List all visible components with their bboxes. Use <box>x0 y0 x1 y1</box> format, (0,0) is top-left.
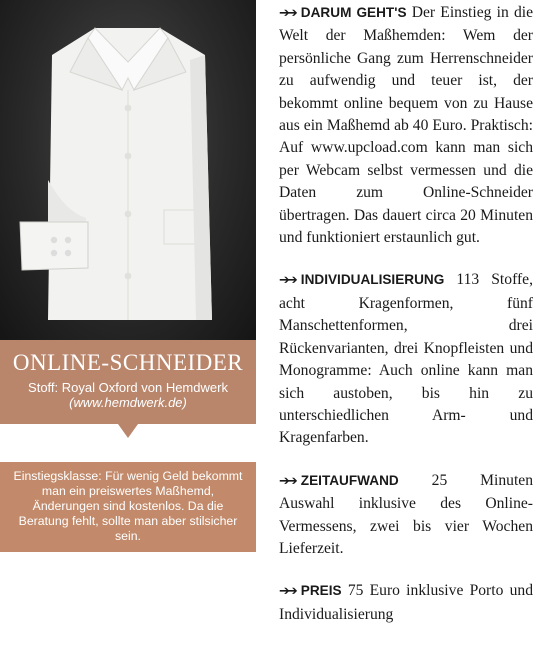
double-arrow-icon: ➔➔ <box>279 584 295 600</box>
section-keyword: DARUM GEHT'S <box>300 5 407 20</box>
callout-pointer <box>118 424 138 438</box>
product-title-box <box>0 340 256 424</box>
section-keyword: INDIVIDUALISIERUNG <box>300 272 445 288</box>
double-arrow-icon: ➔➔ <box>279 6 295 21</box>
article-text <box>279 2 533 646</box>
double-arrow-icon: ➔➔ <box>279 273 295 289</box>
product-title: ONLINE-SCHNEIDER <box>12 350 244 375</box>
section-individualisierung <box>279 269 533 449</box>
section-preis <box>279 580 533 626</box>
section-body: 25 Minuten Auswahl inklusive des Online-Vermessens, zwei bis vier Wochen Lieferzeit. <box>279 471 533 557</box>
section-body: Der Einstieg in die Welt der Maßhemden: Wem der persönliche Gang zum Herrenschneider zu aufwendig und teuer ist, der bekommt online bequem von zu Hause aus ein Maßhemd ab 40 Euro. Praktisch: Auf www.upcload.com kann man sich per Webcam selbst vermessen und die Daten zum Online-Schneider übertragen. Das dauert circa 20 Minuten und funktioniert erstaunlich gut. <box>279 4 533 247</box>
section-body: 113 Stoffe, acht Kragenformen, fünf Manschettenformen, drei Rückenvarianten, drei Knopfleisten und Monogramme: Auch online kann man sich austoben, bis hin zu unterschiedlichen Arm- und Kragenfarben. <box>279 271 533 447</box>
shirt-photo <box>0 0 256 340</box>
section-body: 75 Euro inklusive Porto und Individualisierung <box>279 582 533 623</box>
summary-note: Einstiegsklasse: Für wenig Geld bekommt man ein preiswertes Maßhemd, Änderungen sind kostenlos. Da die Beratung fehlt, sollte man aber stilsicher sein. <box>0 462 256 552</box>
double-arrow-icon: ➔➔ <box>279 473 295 489</box>
shirt-icon <box>0 0 256 340</box>
product-fabric: Stoff: Royal Oxford von Hemdwerk <box>28 380 228 395</box>
section-keyword: PREIS <box>300 583 342 599</box>
section-darum-gehts <box>279 2 533 249</box>
section-keyword: ZEITAUFWAND <box>300 472 399 488</box>
section-zeitaufwand <box>279 470 533 561</box>
product-website: (www.hemdwerk.de) <box>69 395 187 410</box>
